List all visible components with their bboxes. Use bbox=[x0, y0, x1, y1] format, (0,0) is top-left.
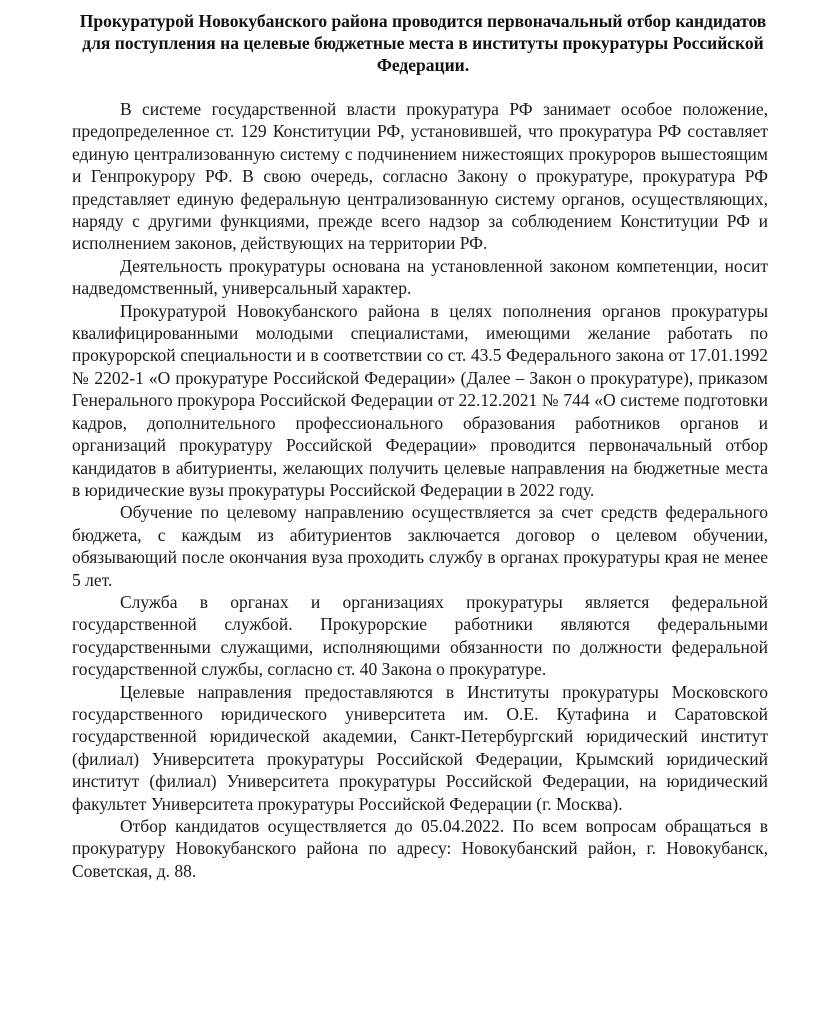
paragraph-training-funding: Обучение по целевому направлению осуществляется за счет средств федерального бюджета, с каждым из абитуриентов заключается договор о целевом обучении, обязывающий после окончания вуза проходить службу в органах прокуратуры края не менее 5 лет. bbox=[72, 502, 768, 590]
paragraph-civil-service: Служба в органах и организациях прокуратуры является федеральной государственной службой. Прокурорские работники являются федеральными государственными служащими, исполняющими обязанности по должности федеральной государственной службы, согласно ст. 40 Закона о прокуратуре. bbox=[72, 591, 768, 680]
document-title: Прокуратурой Новокубанского района проводится первоначальный отбор кандидатов для поступления на целевые бюджетные места в институты прокуратуры Российской Федерации. bbox=[79, 11, 767, 75]
paragraph-activity: Деятельность прокуратуры основана на установленной законом компетенции, носит надведомственный, универсальный характер. bbox=[72, 255, 768, 299]
paragraph-institutes: Целевые направления предоставляются в Институты прокуратуры Московского государственного юридического университета им. О.Е. Кутафина и Саратовской государственной юридической академии, Санкт-Петербургский юридический институт (филиал) Университета прокуратуры Российской Федерации, Крымский юридический институт (филиал) Университета прокуратуры Российской Федерации, на юридический факультет Университета прокуратуры Российской Федерации (г. Москва). bbox=[72, 681, 768, 814]
paragraph-candidate-selection: Прокуратурой Новокубанского района в целях пополнения органов прокуратуры квалифицированными молодыми специалистами, имеющими желание работать по прокурорской специальности и в соответствии со ст. 43.5 Федерального закона от 17.01.1992 № 2202-1 «О прокуратуре Российской Федерации» (Далее – Закон о прокуратуре), приказом Генерального прокурора Российской Федерации от 22.12.2021 № 744 «О системе подготовки кадров, дополнительного профессионального образования работников органов и организаций прокуратуру Российской Федерации» проводится первоначальный отбор кандидатов в абитуриенты, желающих получить целевые направления на бюджетные места в юридические вузы прокуратуры Российской Федерации в 2022 году. bbox=[72, 300, 768, 500]
paragraph-prosecutor-status: В системе государственной власти прокуратура РФ занимает особое положение, предопределенное ст. 129 Конституции РФ, установившей, что прокуратура РФ составляет единую централизованную систему с подчинением нижестоящих прокуроров вышестоящим и Генпрокурору РФ. В свою очередь, согласно Закону о прокуратуре, прокуратура РФ представляет единую федеральную централизованную систему органов, осуществляющих, наряду с другими функциями, прежде всего надзор за соблюдением Конституции РФ и исполнением законов, действующих на территории РФ. bbox=[72, 99, 768, 254]
paragraph-deadline-contact: Отбор кандидатов осуществляется до 05.04.2022. По всем вопросам обращаться в прокуратуру Новокубанского района по адресу: Новокубанский район, г. Новокубанск, Советская, д. 88. bbox=[72, 816, 768, 881]
